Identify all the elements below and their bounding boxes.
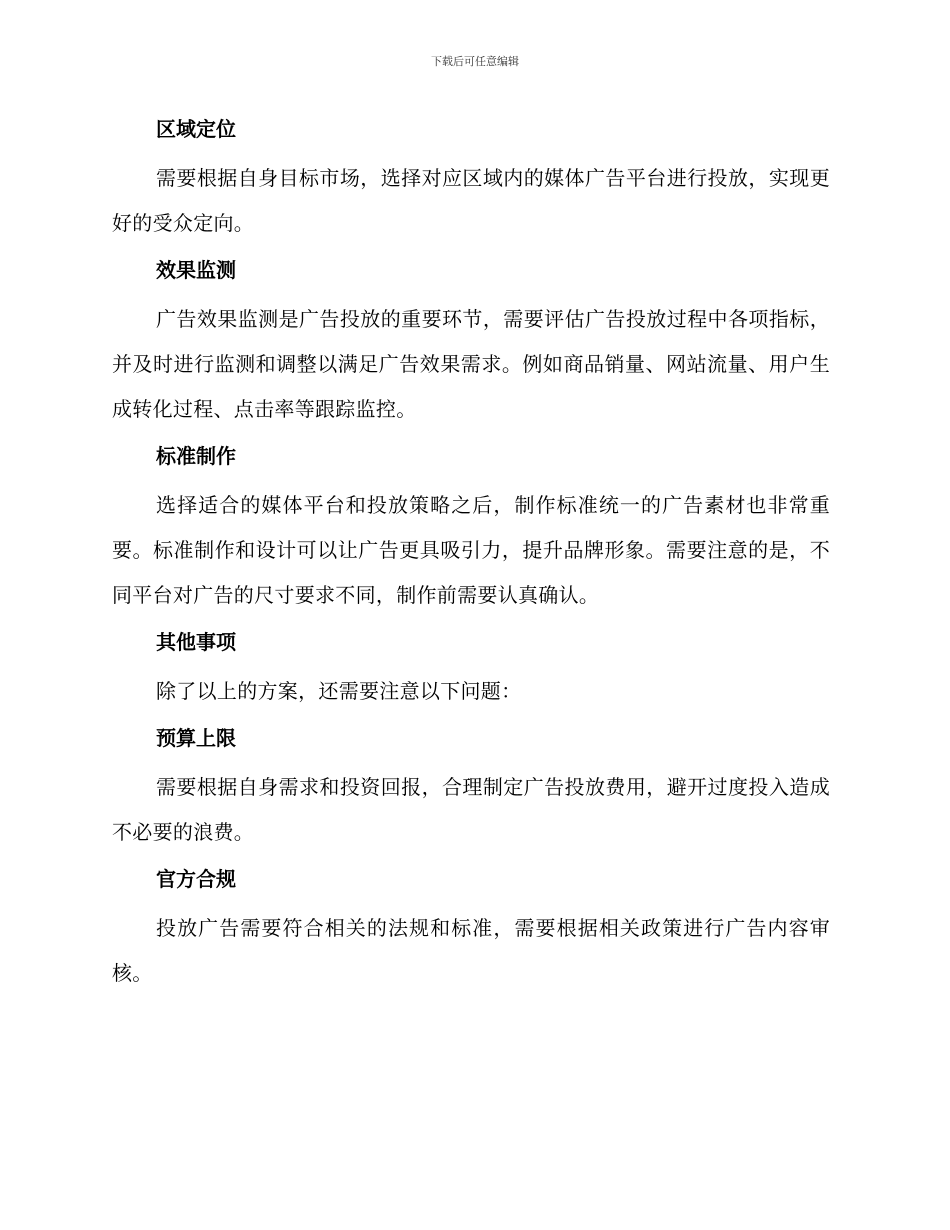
section-region-targeting	[112, 114, 830, 255]
section-heading: 其他事项	[156, 630, 236, 654]
section-paragraph: 选择适合的媒体平台和投放策略之后，制作标准统一的广告素材也非常重要。标准制作和设计可以让广告更具吸引力，提升品牌形象。需要注意的是，不同平台对广告的尺寸要求不同，制作前需要认真确认。	[112, 493, 830, 607]
page-header: 下载后可任意编辑	[431, 55, 519, 68]
section-heading: 区域定位	[156, 117, 236, 141]
section-other-matters	[112, 627, 830, 723]
section-paragraph: 广告效果监测是广告投放的重要环节，需要评估广告投放过程中各项指标，并及时进行监测和调整以满足广告效果需求。例如商品销量、网站流量、用户生成转化过程、点击率等跟踪监控。	[112, 307, 830, 421]
section-official-compliance	[112, 864, 830, 996]
section-heading: 标准制作	[156, 444, 236, 468]
document-body	[112, 114, 830, 996]
section-effect-monitoring	[112, 255, 830, 441]
section-paragraph: 投放广告需要符合相关的法规和标准，需要根据相关政策进行广告内容审核。	[112, 916, 830, 985]
section-paragraph: 除了以上的方案，还需要注意以下问题：	[156, 679, 522, 703]
section-paragraph: 需要根据自身目标市场，选择对应区域内的媒体广告平台进行投放，实现更好的受众定向。	[112, 166, 830, 235]
section-heading: 官方合规	[156, 867, 236, 891]
section-heading: 预算上限	[156, 726, 236, 750]
section-heading: 效果监测	[156, 258, 236, 282]
section-standard-production	[112, 441, 830, 627]
section-budget-limit	[112, 723, 830, 864]
section-paragraph: 需要根据自身需求和投资回报，合理制定广告投放费用，避开过度投入造成不必要的浪费。	[112, 775, 830, 844]
